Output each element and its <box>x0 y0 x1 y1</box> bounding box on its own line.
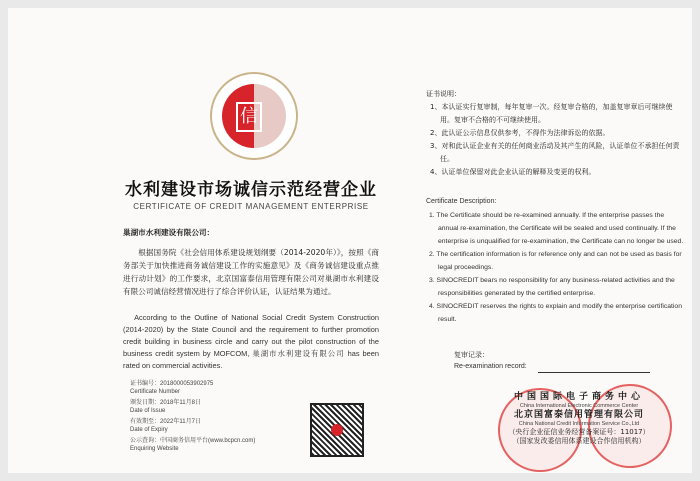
certificate-number-label: Certificate Number <box>130 389 181 395</box>
desc-en-item: 2. The certification information is for reference only and can not be used as basis for legal proceedings. <box>429 251 682 271</box>
info-block <box>130 380 255 453</box>
certificate-number: 证书编号：2018000053902975 <box>130 381 214 387</box>
issuer-en-2: China National Credit Information Service Co.,Ltd <box>518 421 640 427</box>
company-name: 巢湖市水利建设有限公司： <box>123 228 215 237</box>
desc-en-list <box>426 209 684 326</box>
body-en: According to the Outline of National Social Credit System Construction (2014-2020) by the State Council and the requirement to further promotion credit building in business circle and carry out the pilot construction of the business credit system by MOFCOM, 巢湖市水利建设有限公司 has been rated on commercial activities. <box>123 313 379 370</box>
expiry-date: 有效期至：2022年11月7日 <box>130 419 201 425</box>
desc-en-item: 4. SINOCREDIT reserves the rights to explain and modify the enterprise certification result. <box>429 303 682 323</box>
desc-en-item: 3. SINOCREDIT bears no responsibility for any business-related activities and the responsibilities generated by the certified enterprise. <box>429 277 675 297</box>
issuer-block <box>484 392 674 446</box>
record-label-cn: 复审记录： <box>454 351 489 359</box>
issuer-cn-2: 北京国富泰信用管理有限公司 <box>513 410 644 420</box>
credit-glyph: 信 <box>236 102 262 132</box>
desc-en-item: 1. The Certificate should be re-examined annually. If the enterprise passes the annual re-examination, the Certificate will be sealed and used continually. If the enterprise is unqualified for re-examination, the Certificate can no longer be used. <box>429 212 684 245</box>
desc-cn-item: 3、对和此认证企业有关的任何商业活动及其产生的风险，认证单位不承担任何责任。 <box>430 142 680 163</box>
desc-cn-title: 证书说明： <box>426 90 461 98</box>
page-title-en: CERTIFICATE OF CREDIT MANAGEMENT ENTERPRISE <box>133 202 369 211</box>
body-cn: 根据国务院《社会信用体系建设规划纲要（2014-2020年）》，按照《商务部关于加快推进商务诚信建设工作的实施意见》及《商务诚信建设重点推进行动计划》的工作要求，北京国富泰信用管理有限公司对巢湖市水利建设有限公司诚信经营情况进行了综合评价认证，认证结果为通过。 <box>123 248 379 296</box>
issuer-en-1: China International Electronic Commerce Center <box>519 403 639 409</box>
certificate <box>8 8 692 473</box>
issuer-cn-1: 中国国际电子商务中心 <box>513 392 644 402</box>
desc-cn-list <box>426 101 684 179</box>
enquiry-website-label: Enquiring Website <box>130 446 179 452</box>
desc-en-title: Certificate Description: <box>426 198 497 205</box>
desc-cn-item: 2、此认证公示信息仅供参考，不得作为法律诉讼的依据。 <box>430 129 610 137</box>
issuer-note-2: （国家发改委信用体系建设合作信用机构） <box>512 437 646 445</box>
record-label-en: Re-examination record: <box>454 363 527 370</box>
desc-cn-item: 1、本认证实行复审制，每年复审一次。经复审合格的，加盖复审章后可继续使用。复审不合格的不可继续使用。 <box>430 103 673 124</box>
issuer-note-1: （央行企业征信业务经营备案证号：11017） <box>508 428 650 436</box>
desc-cn-item: 4、认证单位保留对此企业认证的解释及变更的权利。 <box>430 168 596 176</box>
qr-code <box>310 403 364 457</box>
issue-date: 颁发日期：2018年11月8日 <box>130 400 201 406</box>
enquiry-website: 公示查询：中国商务信用平台(www.bcpcn.com) <box>130 438 256 444</box>
credit-seal-logo <box>210 72 298 160</box>
expiry-date-label: Date of Expiry <box>130 427 168 433</box>
issue-date-label: Date of Issue <box>130 408 166 414</box>
page-title: 水利建设市场诚信示范经营企业 <box>125 180 377 200</box>
record-line <box>538 372 650 373</box>
